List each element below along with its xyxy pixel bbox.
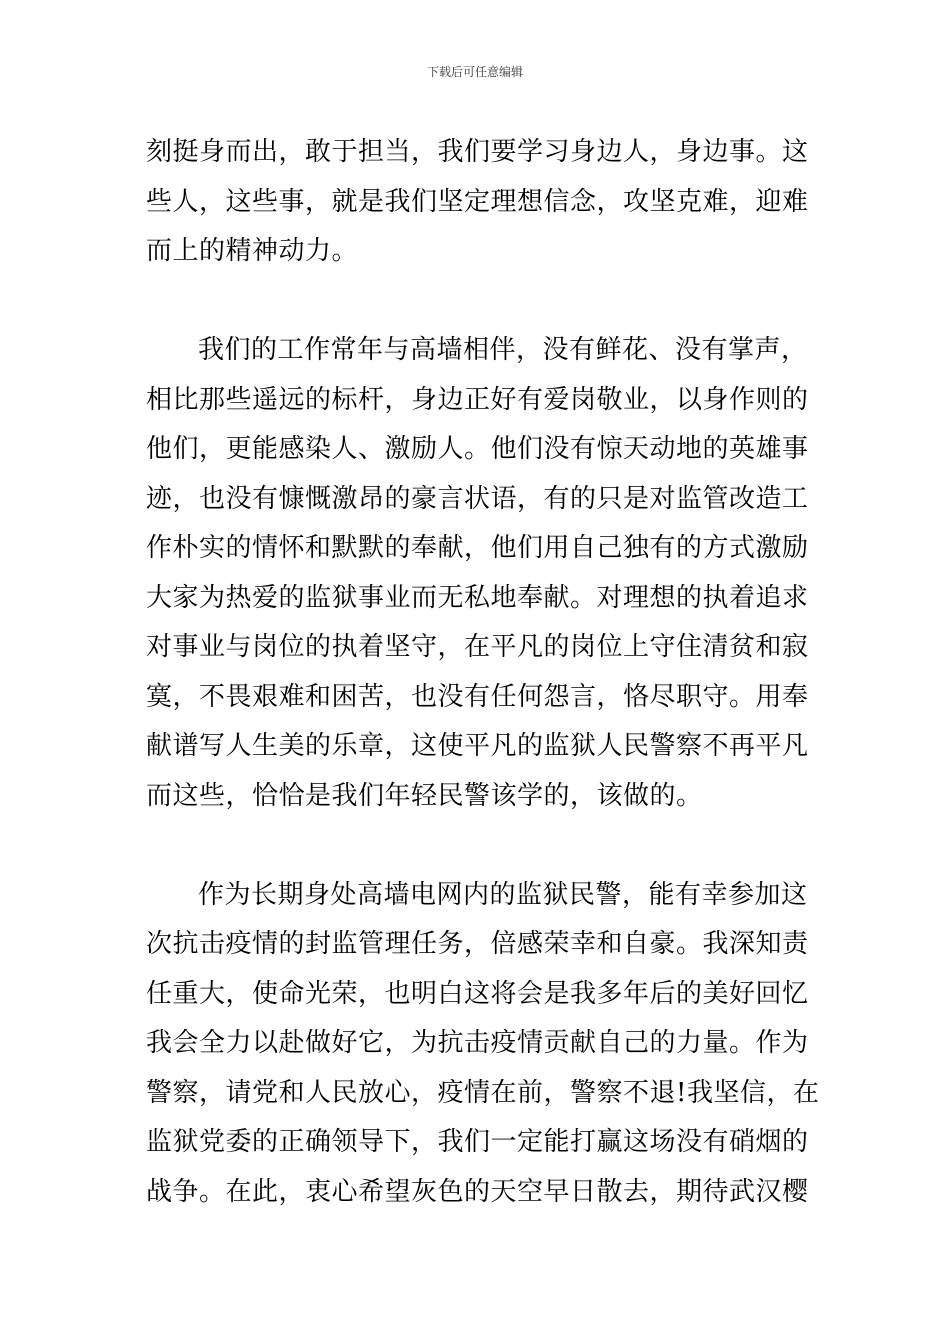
text-line: 迹，也没有慷慨激昂的豪言状语，有的只是对监管改造工	[146, 483, 809, 514]
text-line: 刻挺身而出，敢于担当，我们要学习身边人，身边事。这	[146, 137, 809, 167]
text-line: 对事业与岗位的执着坚守，在平凡的岗位上守住清贫和寂	[146, 632, 809, 662]
text-line: 相比那些遥远的标杆，身边正好有爱岗敬业，以身作则的	[146, 384, 809, 415]
text-line: 些人，这些事，就是我们坚定理想信念，攻坚克难，迎难	[146, 186, 809, 217]
text-line: 而上的精神动力。	[146, 236, 359, 266]
text-line: 次抗击疫情的封监管理任务，倍感荣幸和自豪。我深知责	[146, 929, 809, 959]
text-line: 我们的工作常年与高墙相伴，没有鲜花、没有掌声，	[198, 335, 808, 365]
text-line: 战争。在此，衷心希望灰色的天空早日散去，期待武汉樱	[146, 1176, 809, 1207]
paragraph-3	[146, 871, 820, 1218]
paragraph-2	[146, 326, 809, 821]
text-line: 作朴实的情怀和默默的奉献，他们用自己独有的方式激励	[146, 533, 809, 563]
text-line: 他们，更能感染人、激励人。他们没有惊天动地的英雄事	[146, 434, 809, 464]
text-line: 我会全力以赴做好它，为抗击疫情贡献自己的力量。作为	[146, 1028, 809, 1058]
text-line: 警察，请党和人民放心，疫情在前，警察不退!我坚信，在	[146, 1077, 820, 1108]
document-body	[146, 128, 820, 1217]
paragraph-1	[146, 128, 809, 277]
text-line: 监狱党委的正确领导下，我们一定能打赢这场没有硝烟的	[146, 1127, 809, 1157]
text-line: 作为长期身处高墙电网内的监狱民警，能有幸参加这	[198, 879, 808, 910]
text-line: 献谱写人生美的乐章，这使平凡的监狱人民警察不再平凡	[146, 731, 809, 761]
text-line: 任重大，使命光荣，也明白这将会是我多年后的美好回忆	[146, 978, 809, 1009]
text-line: 寞，不畏艰难和困苦，也没有任何怨言，恪尽职守。用奉	[146, 681, 809, 712]
text-line: 大家为热爱的监狱事业而无私地奉献。对理想的执着追求	[146, 582, 809, 613]
text-line: 而这些，恰恰是我们年轻民警该学的，该做的。	[146, 780, 703, 811]
page-header: 下载后可任意编辑	[426, 65, 523, 79]
